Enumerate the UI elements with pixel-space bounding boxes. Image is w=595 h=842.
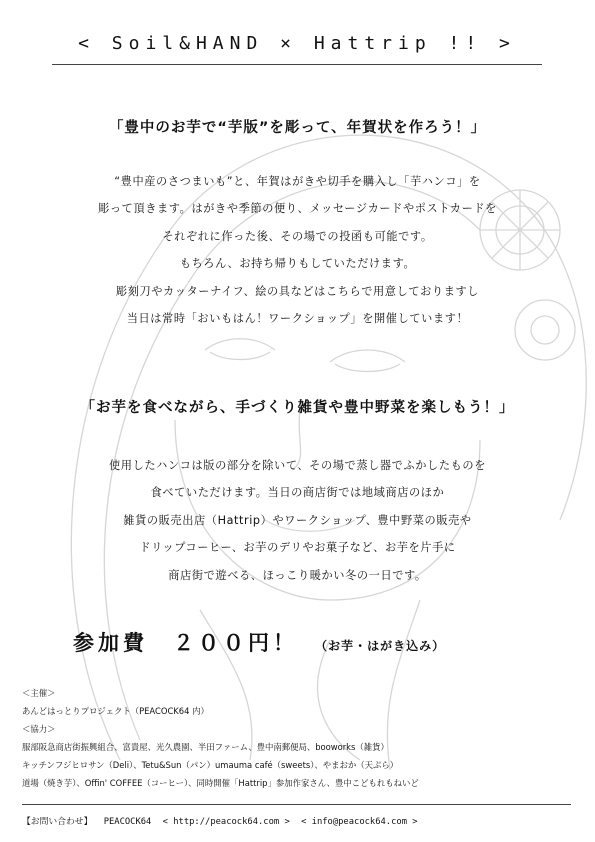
organizer-name: あんどはっとりプロジェクト（PEACOCK64 内） (22, 706, 209, 716)
website-link[interactable]: < http://peacock64.com > (162, 817, 290, 827)
fee-amount: 参加費 ２００円！ (73, 631, 298, 655)
participation-fee (73, 627, 445, 657)
intro-line: “豊中産のさつまいも”と、年賀はがきや切手を購入し「芋ハンコ」を (114, 175, 481, 188)
cooperation-line: 道場（焼き芋）、Offin' COFFEE（コーヒー）、同時開催「Hattrip」参加作家さん、豊中こどもれもねいど (22, 778, 419, 788)
contact-org: PEACOCK64 (103, 817, 152, 827)
intro-line: 当日は常時「おいもはん！ワークショップ」を開催しています！ (126, 312, 469, 326)
intro-line: もちろん、お持ち帰りもしていただけます。 (179, 257, 416, 271)
fee-note: （お芋・はがき込み） (315, 639, 446, 653)
intro-paragraph (0, 168, 595, 332)
page-title: < Soil&HAND × Hattrip !! > (78, 33, 516, 54)
body-line: ドリップコーヒー、お芋のデリやお菓子など、お芋を片手に (139, 541, 456, 555)
body-paragraph (0, 452, 595, 589)
body-line: 商店街で遊べる、ほっこり暖かい冬の一日です。 (168, 568, 427, 582)
footer-divider (22, 804, 571, 805)
header-divider (52, 64, 542, 65)
intro-line: 彫って頂きます。はがきや季節の便り、メッセージカードやポストカードを (98, 202, 497, 216)
contact-label: 【お問い合わせ】 (22, 817, 93, 827)
cooperation-heading: ＜協力＞ (22, 724, 56, 734)
email-link[interactable]: < info@peacock64.com > (301, 817, 418, 827)
credits-block (22, 684, 577, 792)
organizer-heading: ＜主催＞ (22, 688, 56, 698)
contact-footer (22, 814, 424, 827)
body-line: 使用したハンコは版の部分を除いて、その場で蒸し器でふかしたものを (109, 459, 486, 472)
body-line: 食べていただけます。当日の商店街では地域商店のほか (150, 486, 445, 500)
cooperation-line: キッチンフジヒロサン（Deli）、Tetu&Sun（パン）umauma café（sweets）、やまおか（天ぷら） (22, 760, 399, 770)
headline-imohan: 「豊中のお芋で“芋版”を彫って、年賀状を作ろう！」 (108, 120, 487, 136)
cooperation-line: 服部阪急商店街振興組合、富貴屋、光久農園、半田ファーム、豊中南郵便局、booworks（雑貨） (22, 742, 389, 752)
intro-line: 彫刻刀やカッターナイフ、絵の具などはこちらで用意しておりますし (115, 284, 480, 298)
body-line: 雑貨の販売出店（Hattrip）やワークショップ、豊中野菜の販売や (123, 513, 472, 527)
intro-line: それぞれに作った後、その場での投函も可能です。 (162, 229, 433, 243)
headline-enjoy: 「お芋を食べながら、手づくり雑貨や豊中野菜を楽しもう！」 (80, 400, 515, 416)
